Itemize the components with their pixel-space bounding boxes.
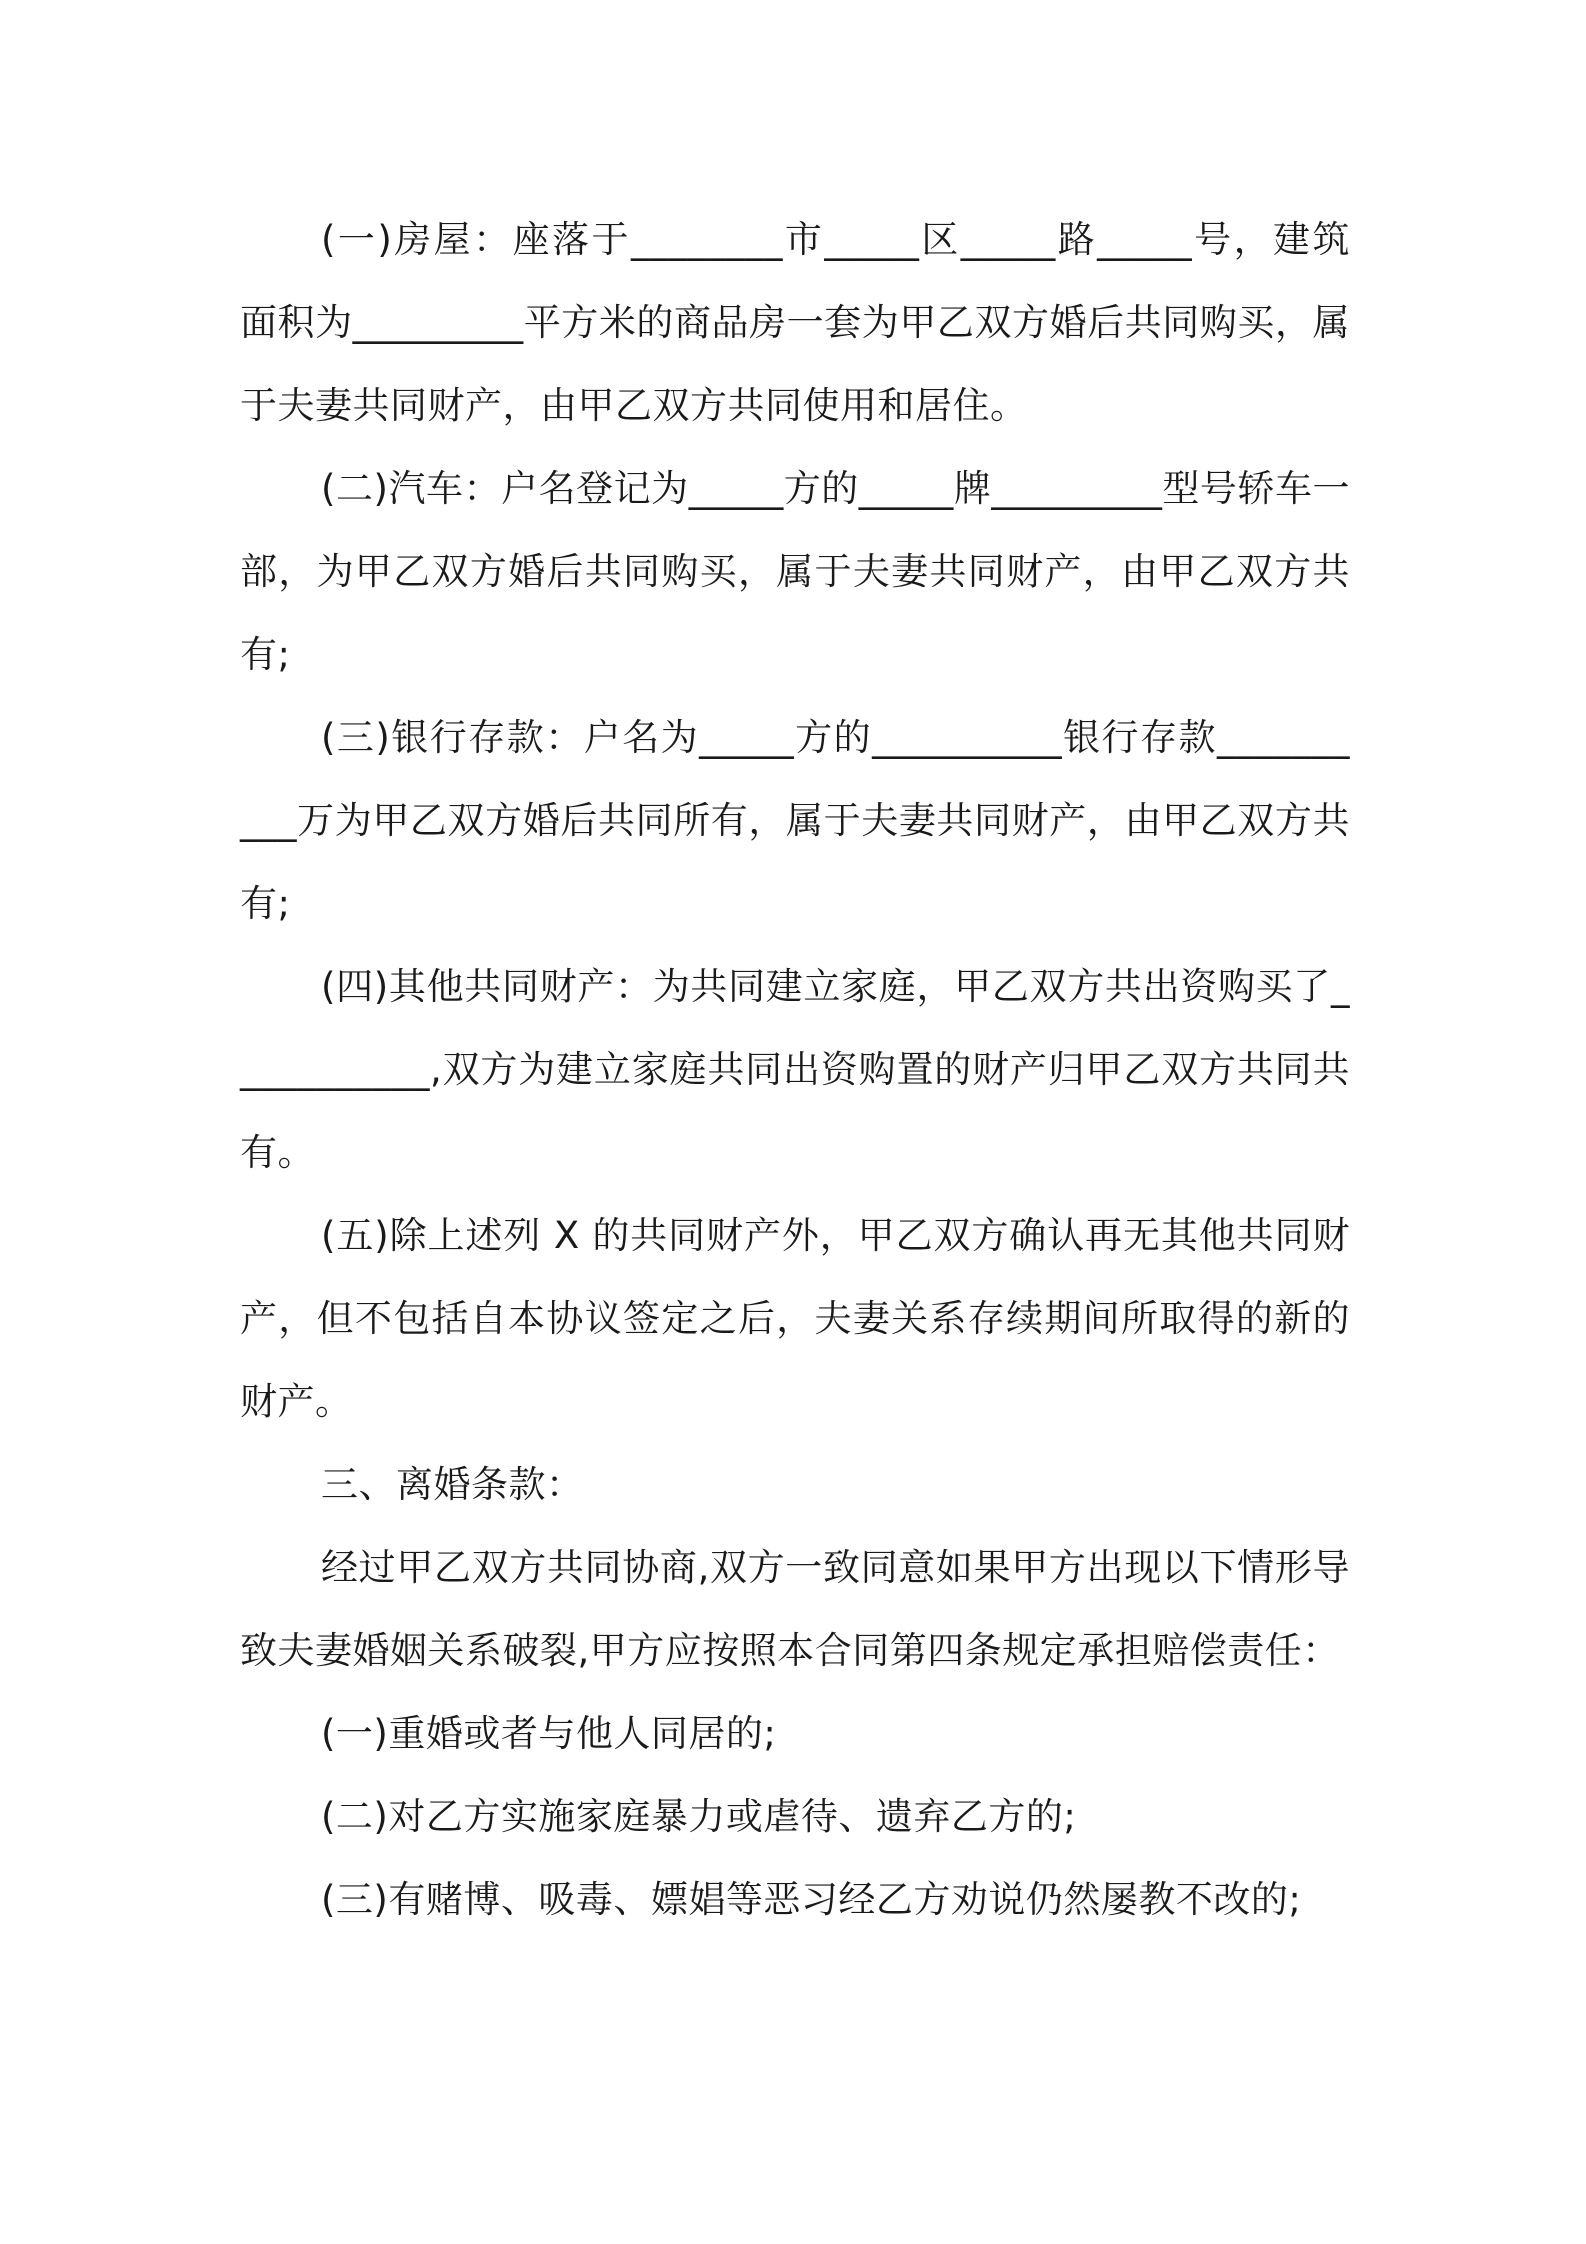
paragraph-house: (一)房屋：座落于________市_____区_____路_____号，建筑面积为_________平方米的商品房一套为甲乙双方婚后共同购买，属于夫妻共同财产，由甲乙双方共同使用和居住。 [240,218,1350,427]
paragraph-divorce-intro: 经过甲乙双方共同协商,双方一致同意如果甲方出现以下情形导致夫妻婚姻关系破裂,甲方应按照本合同第四条规定承担赔偿责任： [240,1546,1350,1672]
list-item-domestic-violence: (二)对乙方实施家庭暴力或虐待、遗弃乙方的; [321,1795,1077,1838]
section-heading-divorce-terms: 三、离婚条款： [321,1463,584,1506]
paragraph-car: (二)汽车：户名登记为_____方的_____牌_________型号轿车一部，为甲乙双方婚后共同购买，属于夫妻共同财产，由甲乙双方共有; [240,467,1350,676]
document-body [240,198,1350,1941]
list-item-bad-habits: (三)有赌博、吸毒、嫖娼等恶习经乙方劝说仍然屡教不改的; [321,1878,1302,1921]
paragraph-no-other-property: (五)除上述列 X 的共同财产外，甲乙双方确认再无其他共同财产，但不包括自本协议签定之后，夫妻关系存续期间所取得的新的财产。 [240,1214,1350,1423]
list-item-bigamy: (一)重婚或者与他人同居的; [321,1712,777,1755]
paragraph-bank-deposit: (三)银行存款：户名为_____方的__________银行存款__________万为甲乙双方婚后共同所有，属于夫妻共同财产，由甲乙双方共有; [240,716,1350,925]
paragraph-other-property: (四)其他共同财产：为共同建立家庭，甲乙双方共出资购买了___________,双方为建立家庭共同出资购置的财产归甲乙双方共同共有。 [240,965,1350,1174]
